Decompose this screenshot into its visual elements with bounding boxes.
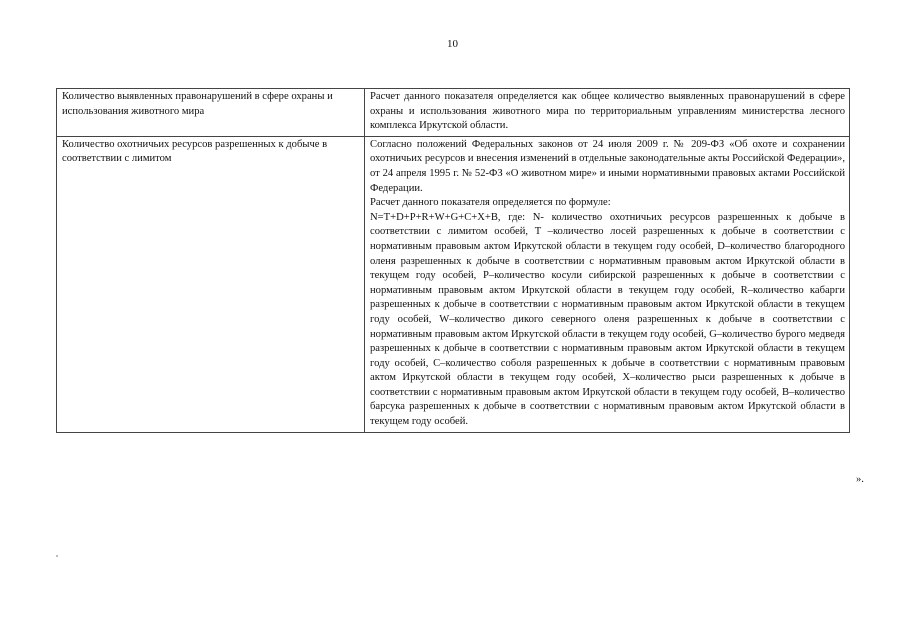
- method-paragraph: Согласно положений Федеральных законов от 24 июля 2009 г. № 209-ФЗ «Об охоте и сохранении охотничьих ресурсов и внесения изменений в отдельные законодательные акты Российской Федерации», от 24 апреля 1995 г. № 52-ФЗ «О животном мире» и иными нормативными правовых актами Российской Федерации.: [370, 138, 845, 194]
- indicator-name-cell: Количество охотничьих ресурсов разрешенных к добыче в соответствии с лимитом: [57, 136, 365, 432]
- method-paragraph: Расчет данного показателя определяется по формуле:: [370, 197, 611, 209]
- indicators-table: [56, 88, 850, 433]
- method-paragraph: Расчет данного показателя определяется как общее количество выявленных правонарушений в сфере охраны и использования животного мира по территориальным управлениям министерства лесного комплекса Иркутской области.: [370, 91, 845, 132]
- page-number: 10: [447, 38, 458, 50]
- table-row: [57, 136, 850, 432]
- method-paragraph: N=T+D+P+R+W+G+C+X+B, где: N- количество охотничьих ресурсов разрешенных к добыче в соответствии с лимитом особей, T –количество лосей разрешенных к добыче в соответствии с нормативным правовым актом Иркутской области в текущем году особей, D–количество благородного оленя разрешенных к добыче в соответствии с нормативным правовым актом Иркутской области в текущем году особей, P–количество косули сибирской разрешенных к добыче в соответствии с нормативным правовым актом Иркутской области в текущем году особей, R–количество кабарги разрешенных к добыче в соответствии с нормативным правовым актом Иркутской области в текущем году особей, W–количество дикого северного оленя разрешенных к добыче в соответствии с нормативным правовым актом Иркутской области в текущем году особей, G–количество бурого медведя разрешенных к добыче в соответствии с нормативным правовым актом Иркутской области в текущем году особей, C–количество соболя разрешенных к добыче в соответствии с нормативным правовым актом Иркутской области в текущем году особей, X–количество рыси разрешенных к добыче в соответствии с нормативным правовым актом Иркутской области в текущем году особей, B–количество барсука разрешенных к добыче в соответствии с нормативным правовым актом Иркутской области в текущем году особей.: [370, 211, 845, 428]
- calculation-method-cell: [365, 89, 850, 137]
- table-row: [57, 89, 850, 137]
- closing-quote: ».: [856, 474, 864, 485]
- margin-mark: [56, 555, 58, 557]
- indicator-name-cell: Количество выявленных правонарушений в сфере охраны и использования животного мира: [57, 89, 365, 137]
- calculation-method-cell: [365, 136, 850, 432]
